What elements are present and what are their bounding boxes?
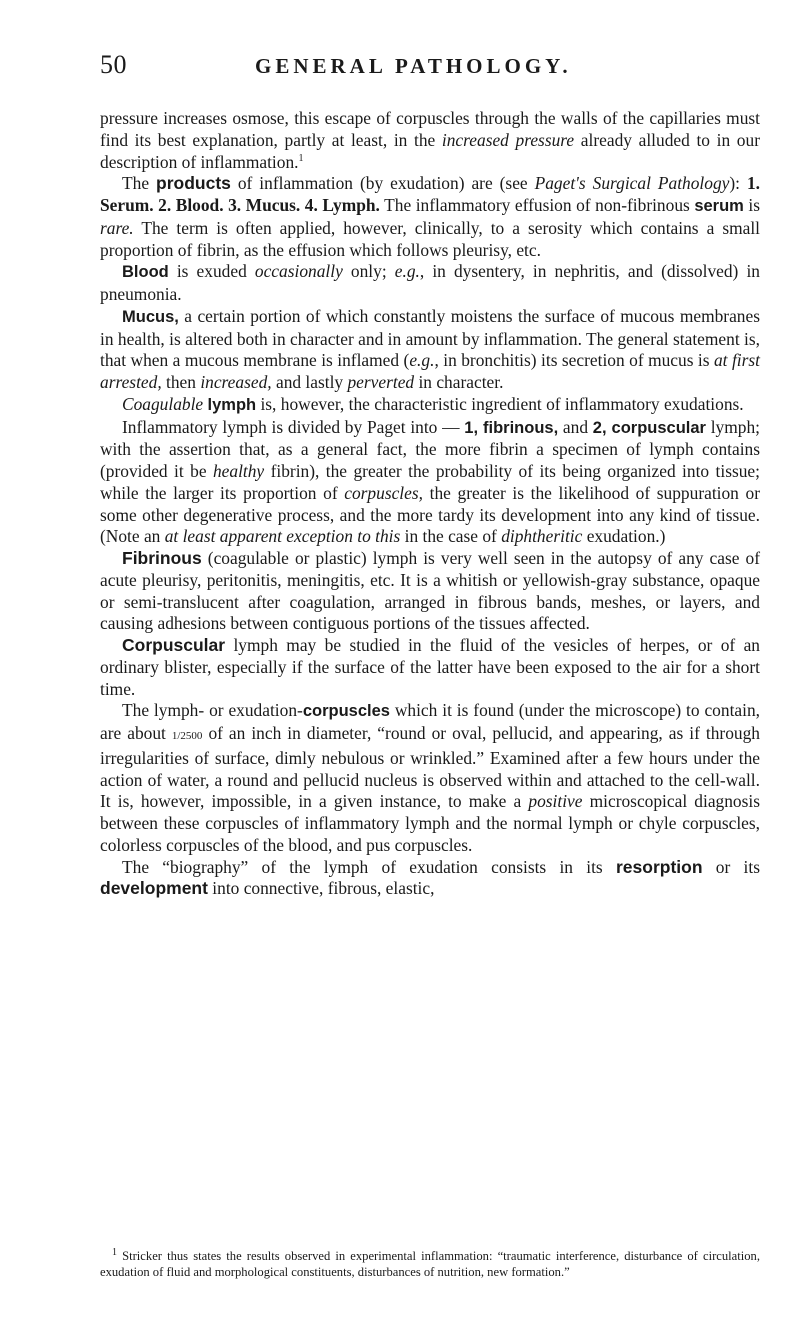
paragraph-mucus: [100, 306, 760, 394]
emphasis: Paget's Surgical Pathology: [534, 173, 730, 194]
footnote-text: [100, 1248, 760, 1280]
keyword-fibrinous: Fibrinous: [122, 548, 202, 568]
text-run: pressure increases osmose, this escape of corpuscles through the walls of the capillaries must find its best explanation, partly at least, in the: [100, 108, 760, 150]
paragraph-blood: [100, 261, 760, 306]
emphasis: increased,: [200, 372, 272, 392]
keyword-serum: serum: [694, 197, 744, 215]
paragraph-fibrinous: [100, 548, 760, 635]
text-run: in character.: [414, 372, 504, 392]
emphasis: e.g.: [394, 261, 420, 282]
text-run: fibrin), the greater the probability of its being organized into tissue; while the larger its proportion of: [100, 461, 760, 503]
footnote-mark: 1: [112, 1246, 117, 1258]
text-run: The “biography” of the lymph of exudation consists in its: [122, 856, 616, 877]
emphasis: at first arrested,: [100, 350, 760, 392]
paragraph-corpuscular: [100, 635, 760, 700]
keyword-lymph: lymph: [207, 395, 257, 414]
page-number: 50: [100, 50, 127, 79]
text-run: , in bronchitis) its secretion of mucus is: [434, 350, 714, 371]
emphasis: at least apparent exception to this: [164, 526, 401, 547]
text-run: of an inch in diameter, “round or oval, pellucid, and appearing, as if through irregularities of surface, dimly nebulous or wrinkled.” Examined after a few hours under the action of water, a round and pellucid nucleus is observed within and attached to the cell-wall. It is, however, impossible, in a given instance, to make a: [100, 723, 760, 812]
emphasis: positive: [528, 791, 583, 812]
text-run: The lymph- or exudation-: [122, 700, 303, 721]
text-run: in the case of: [400, 526, 502, 547]
keyword-corpuscular: Corpuscular: [122, 635, 226, 655]
text-run: already alluded to in our description of inflammation.: [100, 129, 760, 172]
emphasis: diphtheritic: [501, 526, 583, 547]
emphasis: healthy: [212, 461, 265, 481]
paragraph-lymph: [100, 394, 760, 417]
text-run: or its: [702, 856, 760, 877]
keyword-products: products: [156, 173, 231, 194]
text-run: the greater is the likelihood of suppuration or some other degenerative process, and the more tardy its development into any kind of tissue. (Note an: [100, 482, 760, 547]
emphasis: e.g.: [409, 350, 435, 371]
paragraph-products: [100, 173, 760, 261]
paragraph-lymph-division: [100, 417, 760, 549]
footnote-reference: 1: [298, 152, 304, 164]
keyword-development: development: [100, 878, 208, 899]
text-run: and: [558, 416, 593, 437]
text-run: ):: [729, 173, 747, 194]
emphasis: perverted: [347, 372, 415, 392]
text-run: and lastly: [271, 372, 348, 392]
text-run: then: [161, 372, 201, 392]
emphasis: occasionally: [254, 261, 343, 282]
emphasis: Coagulable: [122, 393, 204, 414]
text-run: (coagulable or plastic) lymph is very well seen in the autopsy of any case of acute pleurisy, peritonitis, meningitis, etc. It is a whitish or yellowish-gray substance, opaque or semi-translucent after coagulation, arranged in fibrous bands, meshes, or layers, and causing adhesions between contiguous portions of the tissues affected.: [100, 548, 760, 634]
fraction: 1/2500: [171, 730, 203, 742]
text-run: microscopical diagnosis between these corpuscles of inflammatory lymph and the normal lymph or chyle corpuscles, colorless corpuscles of the blood, and pus corpuscles.: [100, 791, 760, 855]
paragraph-corpuscles: [100, 700, 760, 856]
paragraph-biography: [100, 857, 760, 901]
text-run: lymph may be studied in the fluid of the vesicles of herpes, or of an ordinary blister, especially if the surface of the latter have been exposed to the air for a short time.: [100, 635, 760, 699]
running-head: GENERAL PATHOLOGY.: [255, 54, 572, 78]
text-run: only;: [342, 261, 395, 282]
text-run: of inflammation (by exudation) are (see: [230, 173, 535, 194]
text-run: Inflammatory lymph is divided by Paget into —: [122, 416, 465, 437]
products-list: 1. Serum. 2. Blood. 3. Mucus. 4. Lymph.: [100, 173, 760, 215]
keyword-mucus: Mucus,: [122, 307, 179, 326]
text-run: is, however, the characteristic ingredient of inflammatory exudations.: [256, 393, 744, 414]
keyword-blood: Blood: [122, 263, 169, 282]
text-run: which it is found (under the microscope) to contain, are about: [100, 700, 760, 743]
paragraph: [100, 108, 760, 173]
text-run: The: [122, 173, 157, 194]
emphasis: rare.: [100, 217, 134, 238]
keyword-fibrinous: 1, fibrinous,: [464, 418, 559, 437]
text-run: a certain portion of which constantly moistens the surface of mucous membranes in health, is altered both in character and in amount by inflammation. The general statement is, that when a mucous membrane is inflamed (: [100, 305, 760, 371]
text-run: lymph; with the assertion that, as a general fact, the more fibrin a specimen of lymph contains (provided it be: [100, 416, 761, 481]
text-run: is: [743, 195, 760, 215]
text-run: The inflammatory effusion of non-fibrinous: [379, 195, 695, 215]
text-run: into connective, fibrous, elastic,: [207, 878, 435, 899]
emphasis: corpuscles,: [344, 482, 423, 503]
text-run: , in dysentery, in nephritis, and (dissolved) in pneumonia.: [100, 261, 760, 304]
text-run: Stricker thus states the results observed in experimental inflammation: “traumatic interference, disturbance of circulation, exudation of fluid and morphological constituents, disturbances of nutrition, new formation.”: [100, 1249, 760, 1279]
page-header: [100, 50, 760, 82]
body-text: [100, 108, 760, 900]
keyword-corpuscles: corpuscles: [302, 702, 390, 721]
text-run: is exuded: [168, 261, 255, 282]
footnote: [100, 1248, 760, 1280]
text-run: The term is often applied, however, clinically, to a serosity which contains a small proportion of fibrin, as the effusion which follows pleurisy, etc.: [100, 217, 760, 260]
emphasis: increased pressure: [441, 129, 575, 150]
keyword-corpuscular: 2, corpuscular: [592, 418, 706, 437]
keyword-resorption: resorption: [615, 856, 703, 877]
text-run: exudation.): [582, 526, 666, 547]
